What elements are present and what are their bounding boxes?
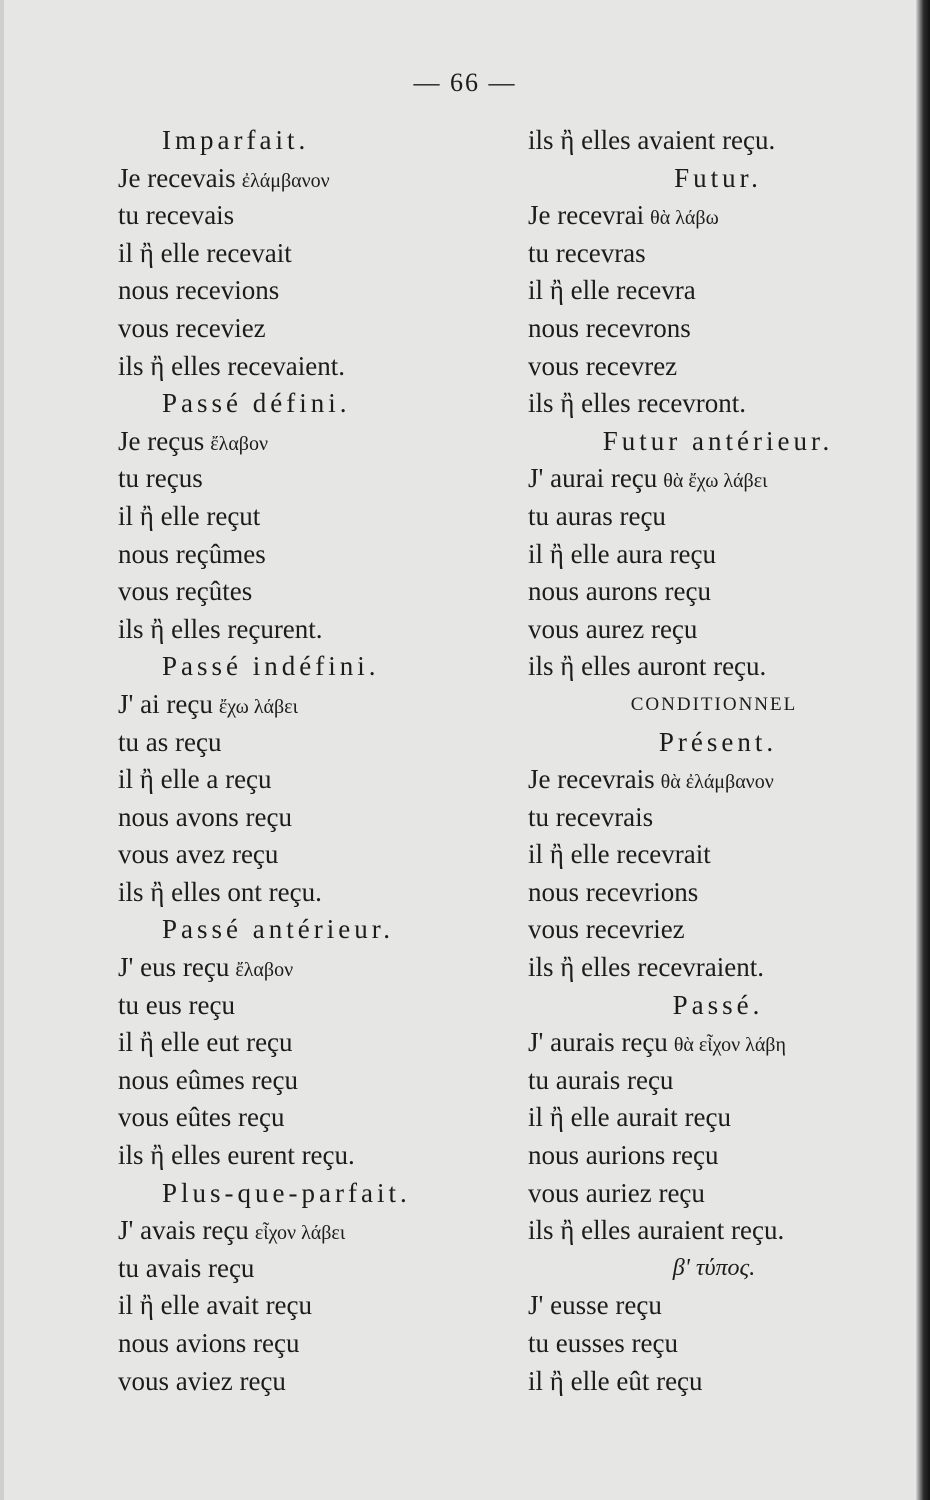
- tense-heading: Futur antérieur.: [602, 425, 834, 456]
- conjugation-line: J' avais reçu εἶχον λάβει: [118, 1215, 346, 1246]
- conjugation-line: nous reçûmes: [118, 538, 266, 569]
- greek-translation: ἐλάμβανον: [241, 169, 330, 192]
- conjugation-line: tu aurais reçu: [528, 1064, 674, 1095]
- conjugation-line: nous avions reçu: [118, 1328, 300, 1358]
- conjugation-line: J' eusse reçu: [528, 1290, 662, 1321]
- conjugation-line: nous eûmes reçu: [118, 1064, 298, 1095]
- tense-heading: Passé antérieur.: [162, 914, 394, 945]
- conjugation-line: il ἢ elle eût reçu: [528, 1365, 703, 1396]
- conjugation-line: vous eûtes reçu: [118, 1102, 285, 1133]
- page-left-edge: [0, 0, 4, 1500]
- mood-heading: CONDITIONNEL: [630, 693, 798, 715]
- greek-translation: θὰ λάβω: [650, 207, 719, 230]
- tense-heading: Passé défini.: [162, 388, 351, 419]
- greek-translation: ἔλαβον: [210, 432, 269, 455]
- tense-heading: Passé.: [672, 989, 764, 1020]
- conjugation-line: ils ἢ elles auront reçu.: [528, 651, 767, 682]
- conjugation-line: tu avais reçu: [118, 1252, 255, 1283]
- conjugation-line: Je recevrai θὰ λάβω: [528, 200, 719, 231]
- conjugation-line: ils ἢ elles ont reçu.: [118, 876, 322, 907]
- page-number: — 66 —: [413, 68, 517, 97]
- conjugation-line: J' aurai reçu θὰ ἔχω λάβει: [528, 463, 768, 494]
- conjugation-line: il ἢ elle eut reçu: [118, 1027, 293, 1058]
- tense-heading: Futur.: [674, 162, 762, 193]
- conjugation-line: vous avez reçu: [118, 839, 279, 870]
- greek-translation: θὰ ἔχω λάβει: [663, 470, 768, 493]
- conjugation-line: tu recevais: [118, 200, 235, 231]
- conjugation-line: nous recevrions: [528, 876, 699, 907]
- conjugation-line: Je reçus ἔλαβον: [118, 425, 269, 456]
- tense-heading: Présent.: [658, 726, 778, 757]
- conjugation-line: ils ἢ elles auraient reçu.: [528, 1215, 785, 1246]
- right-column: [528, 122, 900, 1400]
- conjugation-line: vous aurez reçu: [528, 613, 698, 644]
- conjugation-line: il ἢ elle recevrait: [528, 839, 711, 870]
- conjugation-line: il ἢ elle recevra: [528, 275, 696, 306]
- conjugation-line: tu as reçu: [118, 726, 222, 757]
- conjugation-line: il ἢ elle recevait: [118, 237, 292, 268]
- conjugation-line: nous recevrons: [528, 312, 691, 343]
- conjugation-line: vous receviez: [118, 312, 266, 343]
- conjugation-line: ils ἢ elles avaient reçu.: [528, 125, 776, 155]
- conjugation-line: ils ἢ elles recevront.: [528, 388, 747, 419]
- conjugation-line: ils ἢ elles recevraient.: [528, 952, 765, 983]
- conjugation-line: tu eusses reçu: [528, 1328, 678, 1358]
- conjugation-line: il ἢ elle a reçu: [118, 764, 272, 795]
- greek-translation: ἔχω λάβει: [218, 695, 298, 718]
- greek-translation: θὰ ἐλάμβανον: [660, 771, 774, 794]
- conjugation-line: vous auriez reçu: [528, 1177, 705, 1208]
- greek-translation: θὰ εἶχον λάβη: [673, 1034, 786, 1057]
- conjugation-line: nous avons reçu: [118, 801, 292, 832]
- conjugation-line: J' aurais reçu θὰ εἶχον λάβη: [528, 1027, 786, 1058]
- conjugation-line: vous recevriez: [528, 914, 685, 945]
- conjugation-line: nous aurons reçu: [528, 576, 711, 607]
- conjugation-line: il ἢ elle avait reçu: [118, 1290, 313, 1321]
- conjugation-line: il ἢ elle reçut: [118, 500, 261, 531]
- tense-heading: Passé indéfini.: [162, 651, 380, 682]
- greek-translation: εἶχον λάβει: [254, 1222, 346, 1245]
- page-binding-edge: [916, 0, 930, 1500]
- conjugation-line: J' eus reçu ἔλαβον: [118, 952, 294, 983]
- conjugation-line: tu reçus: [118, 463, 203, 494]
- variant-heading: β' τύπος.: [672, 1254, 756, 1281]
- conjugation-line: vous recevrez: [528, 350, 678, 381]
- conjugation-line: ils ἢ elles eurent reçu.: [118, 1140, 355, 1171]
- conjugation-line: il ἢ elle aura reçu: [528, 538, 717, 569]
- tense-heading: Plus-que-parfait.: [162, 1177, 411, 1208]
- tense-heading: Imparfait.: [162, 125, 310, 155]
- conjugation-line: ils ἢ elles reçurent.: [118, 613, 323, 644]
- conjugation-line: J' ai reçu ἔχω λάβει: [118, 688, 298, 719]
- conjugation-line: tu auras reçu: [528, 500, 666, 531]
- conjugation-line: Je recevrais θὰ ἐλάμβανον: [528, 764, 774, 795]
- conjugation-line: vous aviez reçu: [118, 1365, 286, 1396]
- conjugation-line: vous reçûtes: [118, 576, 253, 607]
- conjugation-line: nous aurions reçu: [528, 1140, 719, 1171]
- conjugation-line: tu recevras: [528, 237, 646, 268]
- greek-translation: ἔλαβον: [235, 959, 294, 982]
- left-column: [118, 122, 478, 1400]
- conjugation-line: ils ἢ elles recevaient.: [118, 350, 346, 381]
- conjugation-line: tu eus reçu: [118, 989, 235, 1020]
- conjugation-line: nous recevions: [118, 275, 280, 306]
- conjugation-line: tu recevrais: [528, 801, 654, 832]
- conjugation-line: Je recevais ἐλάμβανον: [118, 162, 330, 193]
- conjugation-line: il ἢ elle aurait reçu: [528, 1102, 732, 1133]
